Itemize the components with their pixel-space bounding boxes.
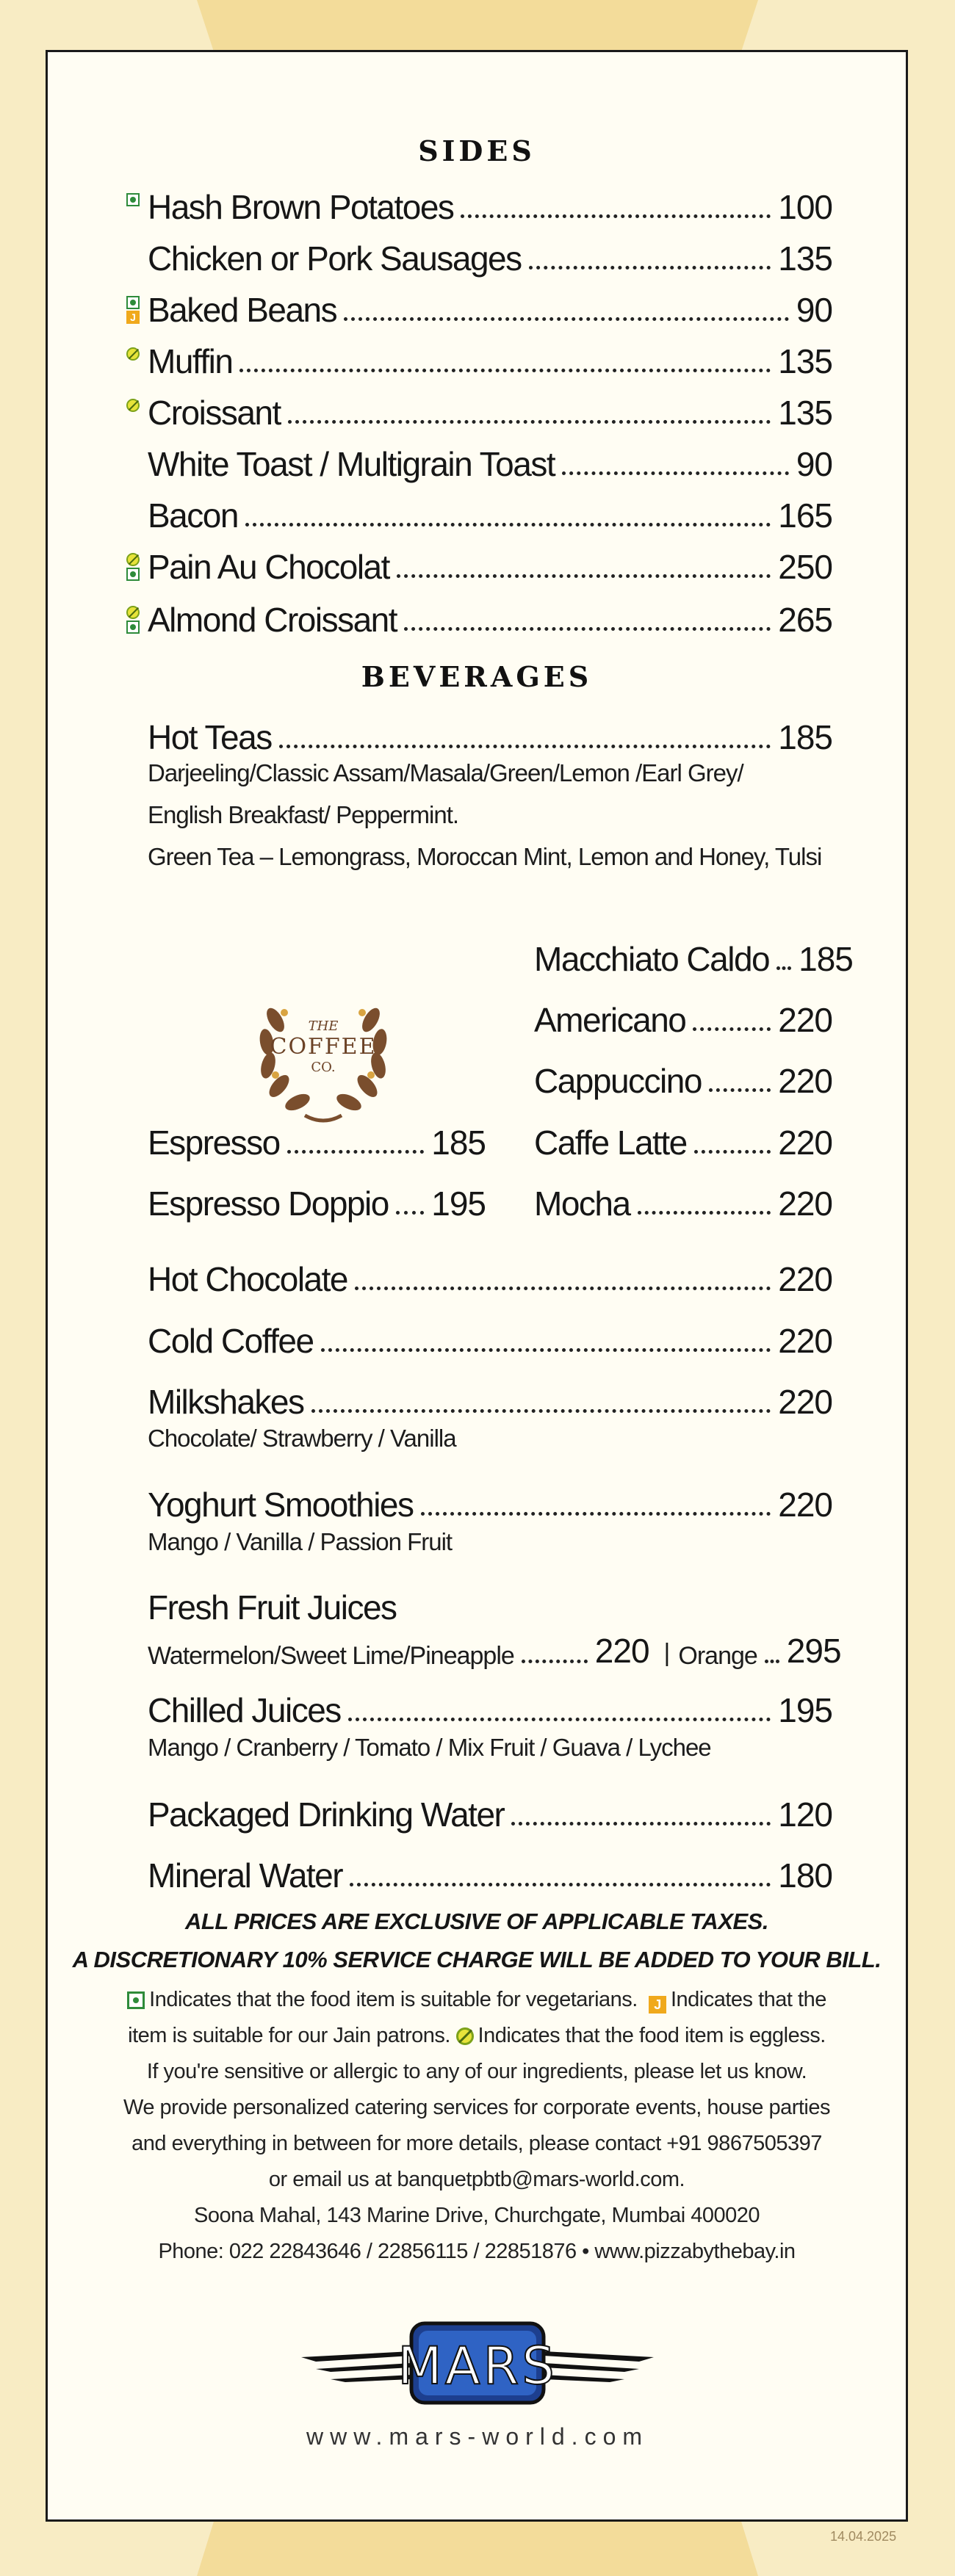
jain-icon: J (126, 311, 140, 324)
item-name: Cappuccino (534, 1062, 702, 1100)
menu-item-milkshakes (148, 1378, 832, 1422)
menu-card (46, 50, 908, 2522)
menu-item-mocha (534, 1179, 832, 1223)
mars-logo (301, 2319, 654, 2407)
item-price: 185 (778, 718, 832, 756)
item-price: 220 (778, 1486, 832, 1524)
logo-text: THE (308, 1019, 339, 1034)
item-description: Watermelon/Sweet Lime/Pineapple (148, 1642, 514, 1670)
item-description: Mango / Cranberry / Tomato / Mix Fruit / Guava / Lychee (148, 1734, 711, 1761)
leader-dots (348, 1718, 771, 1721)
menu-item-hot-teas (148, 713, 832, 757)
item-name: Hash Brown Potatoes (148, 188, 454, 226)
item-name: Pain Au Chocolat (148, 548, 389, 586)
veg-icon (126, 193, 140, 206)
item-price: 90 (796, 445, 832, 483)
menu-item-cappuccino (534, 1057, 832, 1101)
legend-veg-text: Indicates that the food item is suitable for vegetarians. (149, 1988, 638, 2011)
allergy-note: If you're sensitive or allergic to any of our ingredients, please let us know. (146, 2060, 807, 2083)
item-name: Caffe Latte (534, 1124, 687, 1162)
item-price: 165 (778, 496, 832, 535)
item-price: 135 (778, 394, 832, 432)
item-name: Baked Beans (148, 291, 337, 329)
item-price: 220 (778, 1062, 832, 1100)
veg-icon (127, 1991, 145, 2009)
eggless-icon (126, 553, 140, 566)
item-price: 195 (778, 1691, 832, 1729)
leader-dots (288, 420, 771, 424)
eggless-icon (126, 606, 140, 619)
leader-dots (511, 1822, 771, 1826)
menu-item-side (148, 491, 832, 535)
leader-dots (396, 1211, 424, 1215)
beverages-heading: BEVERAGES (361, 660, 593, 693)
item-description: Green Tea – Lemongrass, Moroccan Mint, Lemon and Honey, Tulsi (148, 843, 822, 870)
menu-item-espresso (148, 1118, 486, 1162)
leader-dots (239, 369, 771, 372)
item-price: 90 (796, 291, 832, 329)
item-price: 195 (431, 1184, 486, 1223)
jain-icon: J (649, 1996, 666, 2014)
item-description: English Breakfast/ Peppermint. (148, 801, 459, 828)
legend-jain-text: item is suitable for our Jain patrons. (128, 2024, 450, 2047)
item-price: 185 (799, 940, 853, 978)
item-name: Espresso Doppio (148, 1184, 389, 1223)
menu-item-fresh-fruit-juices (148, 1583, 832, 1627)
menu-item-cold-coffee (148, 1317, 832, 1361)
item-description: Mango / Vanilla / Passion Fruit (148, 1528, 453, 1555)
diet-markers (126, 193, 143, 206)
item-price: 220 (778, 1124, 832, 1162)
legend-line-2 (48, 2024, 906, 2048)
menu-item-side (148, 337, 832, 381)
leader-dots (765, 1660, 779, 1663)
leader-dots (245, 523, 771, 527)
catering-note: We provide personalized catering services for corporate events, house parties (123, 2096, 830, 2119)
item-price: 220 (778, 1322, 832, 1360)
diet-markers (126, 399, 143, 412)
leader-dots (421, 1512, 771, 1516)
leader-dots (562, 471, 789, 475)
item-name: Cold Coffee (148, 1322, 314, 1360)
service-charge-note: A DISCRETIONARY 10% SERVICE CHARGE WILL BE ADDED TO YOUR BILL. (72, 1947, 882, 1972)
leader-dots (344, 317, 789, 321)
leader-dots (694, 1150, 771, 1154)
separator: | (663, 1639, 670, 1667)
menu-item-espresso-doppio (148, 1179, 486, 1223)
leader-dots (461, 214, 771, 218)
brand-name: MARS (397, 2336, 558, 2396)
eggless-icon (456, 2027, 474, 2045)
menu-item-mineral-water (148, 1851, 832, 1895)
leader-dots (350, 1883, 771, 1886)
item-price: 135 (778, 342, 832, 380)
item-price: 220 (594, 1632, 649, 1670)
leader-dots (638, 1211, 771, 1215)
item-name: Mocha (534, 1184, 630, 1223)
veg-icon (126, 296, 140, 309)
item-name: Almond Croissant (148, 601, 397, 639)
top-tab (197, 0, 758, 51)
leader-dots (287, 1150, 425, 1154)
leader-dots (397, 574, 771, 578)
tax-note: ALL PRICES ARE EXCLUSIVE OF APPLICABLE TAXES. (185, 1909, 768, 1934)
item-name: Croissant (148, 394, 281, 432)
print-date: 14.04.2025 (830, 2529, 897, 2544)
leader-dots (776, 966, 791, 970)
item-name: Hot Teas (148, 718, 272, 756)
legend-line-1 (48, 1988, 906, 2014)
item-name: Packaged Drinking Water (148, 1795, 505, 1834)
menu-item-side (148, 388, 832, 433)
item-price: 220 (778, 1001, 832, 1039)
leader-dots (693, 1027, 771, 1031)
item-name: Americano (534, 1001, 686, 1039)
catering-note: and everything in between for more details, please contact +91 9867505397 (131, 2132, 822, 2155)
menu-item-side (148, 596, 832, 640)
item-name: Muffin (148, 342, 233, 380)
item-price: 220 (778, 1184, 832, 1223)
item-name: Bacon (148, 496, 238, 535)
item-price: 100 (778, 188, 832, 226)
coffee-co-logo (246, 969, 400, 1137)
phone-and-website: Phone: 022 22843646 / 22856115 / 22851876 • www.pizzabythebay.in (158, 2240, 796, 2263)
veg-icon (126, 621, 140, 634)
item-description: Orange (678, 1642, 757, 1670)
menu-item-hot-chocolate (148, 1255, 832, 1299)
diet-markers (126, 347, 143, 361)
item-name: Yoghurt Smoothies (148, 1486, 414, 1524)
item-name: Chilled Juices (148, 1691, 341, 1729)
item-price: 220 (778, 1260, 832, 1298)
menu-item-side (148, 543, 832, 587)
item-description: Darjeeling/Classic Assam/Masala/Green/Lemon /Earl Grey/ (148, 759, 743, 786)
leader-dots (311, 1409, 771, 1413)
item-price: 295 (786, 1632, 841, 1670)
sides-heading: SIDES (418, 134, 536, 167)
menu-item-side (148, 440, 832, 484)
item-name: Mineral Water (148, 1856, 343, 1895)
item-price: 220 (778, 1383, 832, 1421)
menu-item-macchiato-caldo (534, 935, 853, 979)
leader-dots (404, 627, 771, 631)
item-price: 120 (778, 1795, 832, 1834)
menu-item-side (148, 286, 832, 330)
item-price: 185 (431, 1124, 486, 1162)
menu-item-americano (534, 996, 832, 1040)
address: Soona Mahal, 143 Marine Drive, Churchgate, Mumbai 400020 (194, 2204, 760, 2227)
menu-item-side (148, 183, 832, 227)
logo-text: CO. (311, 1060, 336, 1075)
legend-jain-text: Indicates that the (670, 1988, 826, 2011)
item-name: Chicken or Pork Sausages (148, 239, 522, 278)
item-price: 135 (778, 239, 832, 278)
eggless-icon (126, 399, 140, 412)
menu-item-side (148, 234, 832, 278)
leader-dots (709, 1088, 771, 1092)
diet-markers (126, 296, 143, 324)
leader-dots (279, 745, 771, 748)
item-name: Espresso (148, 1124, 280, 1162)
item-name: White Toast / Multigrain Toast (148, 445, 555, 483)
menu-item-packaged-water (148, 1790, 832, 1834)
item-price: 180 (778, 1856, 832, 1895)
leader-dots (321, 1348, 771, 1352)
legend-egg-text: Indicates that the food item is eggless. (478, 2024, 826, 2047)
item-price: 250 (778, 548, 832, 586)
website-url: www.mars-world.com (306, 2423, 649, 2450)
juice-options (148, 1631, 841, 1671)
menu-item-yoghurt-smoothies (148, 1480, 832, 1524)
menu-item-chilled-juices (148, 1686, 832, 1730)
logo-text: COFFEE (270, 1034, 377, 1060)
bottom-tab (197, 2522, 758, 2576)
item-price: 265 (778, 601, 832, 639)
item-name: Milkshakes (148, 1383, 304, 1421)
leader-dots (529, 266, 771, 269)
item-name: Hot Chocolate (148, 1260, 347, 1298)
menu-item-caffe-latte (534, 1118, 832, 1162)
item-name: Macchiato Caldo (534, 940, 770, 978)
item-description: Chocolate/ Strawberry / Vanilla (148, 1425, 456, 1452)
eggless-icon (126, 347, 140, 361)
catering-email: or email us at banquetpbtb@mars-world.com. (268, 2168, 685, 2191)
leader-dots (522, 1660, 588, 1663)
veg-icon (126, 568, 140, 581)
leader-dots (355, 1287, 771, 1290)
diet-markers (126, 606, 143, 634)
diet-markers (126, 553, 143, 581)
item-name: Fresh Fruit Juices (148, 1588, 397, 1627)
